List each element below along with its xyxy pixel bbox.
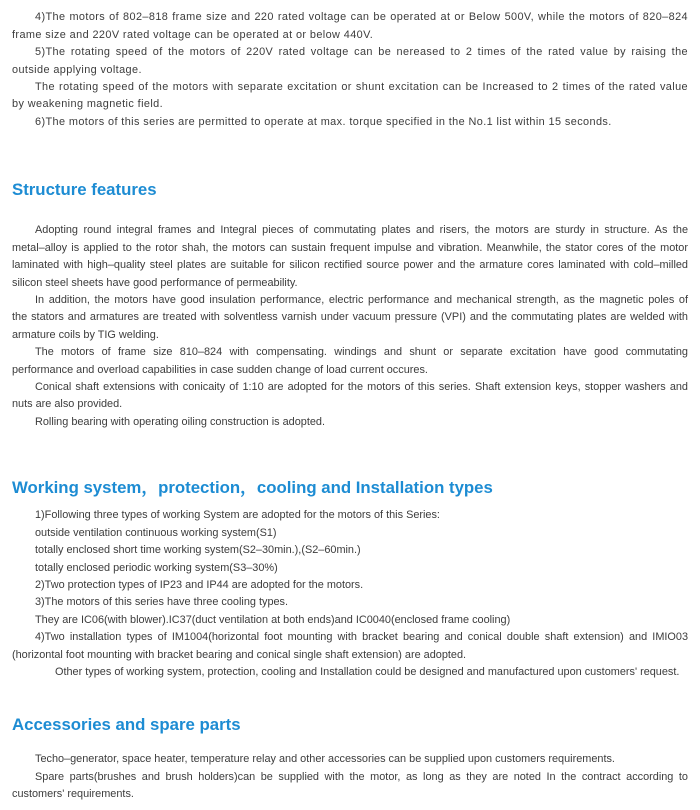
paragraph	[12, 114, 688, 131]
text-line: totally enclosed periodic working system(S3–30%)	[35, 561, 278, 574]
paragraph	[12, 629, 688, 664]
text-line: nuts are also provided.	[12, 398, 123, 411]
text-line: Techo–generator, space heater, temperature relay and other accessories can be supplied upon customers requirements.	[35, 753, 615, 766]
text-line: The motors of frame size 810–824 with compensating. windings and shunt or separate excitation have good commutating	[35, 346, 688, 359]
text-line: by weakening magnetic field.	[12, 98, 164, 111]
paragraph	[12, 9, 688, 44]
accessories-body	[12, 751, 688, 803]
paragraph	[12, 507, 688, 524]
text-line: The rotating speed of the motors with separate excitation or shunt excitation can be Increased to 2 times of the rated value	[35, 80, 688, 93]
text-line: 5)The rotating speed of the motors of 220V rated voltage can be nereased to 2 times of the rated value by raising the	[35, 46, 688, 59]
text-line: armature coils by TIG welding.	[12, 328, 159, 341]
text-line: 2)Two protection types of IP23 and IP44 are adopted for the motors.	[35, 578, 364, 591]
text-line: They are IC06(with blower).IC37(duct ventilation at both ends)and IC0040(enclosed frame cooling)	[35, 613, 511, 626]
text-line: frame size and 220V rated voltage can be operated at or below 440V.	[12, 28, 374, 41]
text-line: 3)The motors of this series have three cooling types.	[35, 596, 289, 609]
paragraph	[12, 292, 688, 344]
paragraph	[12, 79, 688, 114]
text-line: outside applying voltage.	[12, 63, 142, 76]
paragraph	[12, 560, 688, 577]
text-line: 4)Two installation types of IM1004(horizontal foot mounting with bracket bearing and conical double shaft extension) and IMIO03	[35, 631, 688, 644]
text-line: Spare parts(brushes and brush holders)can be supplied with the motor, as long as they are noted In the contract according to	[35, 770, 688, 783]
text-line: In addition, the motors have good insulation performance, electric performance and mechanical strength, as the magnetic poles of	[35, 293, 688, 306]
paragraph	[12, 414, 688, 431]
working-system-body	[12, 507, 688, 681]
structure-features-body	[12, 222, 688, 431]
text-line: performance and overload capabilities in case sudden change of load current occures.	[12, 363, 428, 376]
paragraph	[12, 344, 688, 379]
text-line: 1)Following three types of working System are adopted for the motors of this Series:	[35, 509, 440, 522]
text-line: Rolling bearing with operating oiling construction is adopted.	[35, 415, 325, 428]
text-line: 4)The motors of 802–818 frame size and 220 rated voltage can be operated at or Below 500V, while the motors of 820–824	[35, 11, 688, 24]
text-line: laminated with high–quality steel plates are suitable for silicon rectified source power and the armature cores laminated with cold–milled	[12, 259, 688, 272]
text-line: 6)The motors of this series are permitted to operate at max. torque specified in the No.1 list within 15 seconds.	[35, 115, 612, 128]
paragraph	[12, 612, 688, 629]
text-line: Other types of working system, protection, cooling and Installation could be designed and manufactured upon customers' request.	[55, 665, 680, 678]
paragraph	[12, 379, 688, 414]
paragraph	[12, 577, 688, 594]
text-line: customers' requirements.	[12, 788, 134, 801]
paragraph	[12, 751, 688, 768]
working-system-heading: Working system，protection，cooling and Installation types	[12, 478, 493, 497]
text-line: metal–alloy is applied to the rotor shah, the motors can sustain frequent impulse and vibration. Meanwhile, the stator cores of the motor	[12, 241, 688, 254]
paragraph	[12, 525, 688, 542]
accessories-heading: Accessories and spare parts	[12, 715, 241, 734]
continued-notes	[12, 9, 688, 131]
text-line: Adopting round integral frames and Integral pieces of commutating plates and risers, the motors are sturdy in structure. As the	[35, 224, 688, 237]
paragraph	[12, 44, 688, 79]
paragraph	[12, 769, 688, 804]
text-line: totally enclosed short time working system(S2–30min.),(S2–60min.)	[35, 544, 361, 557]
text-line: (horizontal foot mounting with bracket bearing and conical single shaft extension) are adopted.	[12, 648, 467, 661]
text-line: outside ventilation continuous working system(S1)	[35, 526, 277, 539]
text-line: Conical shaft extensions with conicaity of 1:10 are adopted for the motors of this series. Shaft extension keys, stopper washers and	[35, 380, 688, 393]
paragraph	[12, 542, 688, 559]
text-line: the stators and armatures are treated with solventless varnish under vacuum pressure (VPI) and the commutating plates are welded with	[12, 311, 688, 324]
paragraph	[12, 664, 688, 681]
structure-features-heading: Structure features	[12, 180, 157, 199]
text-line: silicon steel sheets have good performance of permeability.	[12, 276, 298, 289]
paragraph	[12, 222, 688, 292]
paragraph	[12, 594, 688, 611]
